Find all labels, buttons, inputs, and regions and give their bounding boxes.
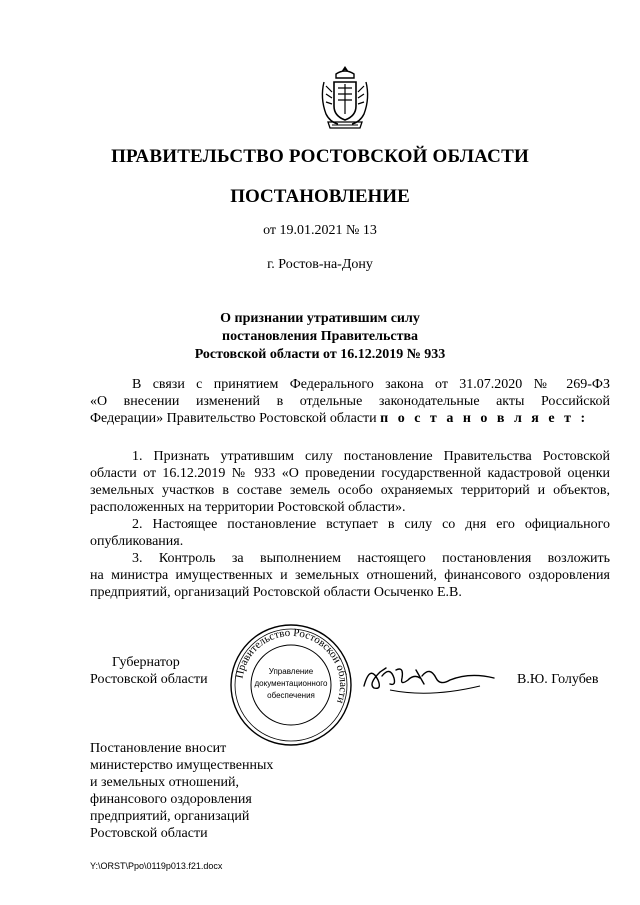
stamp-inner-line: Управление: [268, 667, 314, 676]
governor-title-line: Ростовской области: [90, 672, 208, 687]
item-line: 3. Контроль за выполнением настоящего постановления возложить: [132, 551, 610, 566]
handwritten-signature: [360, 656, 500, 700]
file-path: Y:\ORST\Ppo\0119p013.f21.docx: [90, 861, 223, 871]
note-line: финансового оздоровления: [90, 792, 252, 807]
item-3: [90, 550, 610, 601]
governor-title-line: Губернатор: [112, 655, 180, 670]
item-line: земельных участков в составе земель особо охраняемых территорий и объектов,: [90, 483, 610, 498]
coat-of-arms-icon: [316, 62, 374, 132]
note-line: предприятий, организаций: [90, 809, 250, 824]
item-line: 1. Признать утратившим силу постановление Правительства Ростовской: [132, 449, 610, 464]
stamp-outer-text: Правительство Ростовской области: [233, 626, 350, 705]
item-line: 2. Настоящее постановление вступает в силу со дня его официального: [132, 517, 610, 532]
date-number: от 19.01.2021 № 13: [263, 223, 377, 238]
note-line: Постановление вносит: [90, 741, 227, 756]
item-1: [90, 448, 610, 516]
preamble-line: В связи с принятием Федерального закона от 31.07.2020 № 269-ФЗ: [132, 377, 610, 392]
item-line: предприятий, организаций Ростовской области Осыченко Е.В.: [90, 585, 462, 600]
note-line: и земельных отношений,: [90, 775, 239, 790]
note-line: Ростовской области: [90, 826, 208, 841]
stamp-inner-line: документационного: [254, 679, 328, 688]
subject-line: О признании утратившим силу: [220, 311, 420, 326]
item-line: области от 16.12.2019 № 933 «О проведении государственной кадастровой оценки: [90, 466, 610, 481]
subject-line: постановления Правительства: [222, 329, 418, 344]
organization-title: ПРАВИТЕЛЬСТВО РОСТОВСКОЙ ОБЛАСТИ: [111, 146, 529, 167]
official-stamp: [228, 622, 354, 748]
governor-title: [90, 654, 220, 688]
item-line: опубликования.: [90, 534, 184, 549]
document-subject: [0, 310, 640, 364]
note-line: министерство имущественных: [90, 758, 274, 773]
item-line: расположенных на территории Ростовской области».: [90, 500, 406, 515]
stamp-inner-line: обеспечения: [267, 691, 315, 700]
city: г. Ростов-на-Дону: [267, 257, 373, 272]
preamble: [90, 376, 610, 427]
item-line: на министра имущественных и земельных отношений, финансового оздоровления: [90, 568, 610, 583]
document-type-title: ПОСТАНОВЛЕНИЕ: [230, 186, 410, 207]
item-2: [90, 516, 610, 550]
preamble-line: Федерации» Правительство Ростовской области: [90, 411, 377, 426]
subject-line: Ростовской области от 16.12.2019 № 933: [194, 347, 446, 362]
decree-word: п о с т а н о в л я е т :: [380, 411, 589, 426]
submitter-note: [90, 740, 310, 842]
governor-name: В.Ю. Голубев: [517, 672, 599, 687]
preamble-line: «О внесении изменений в отдельные законодательные акты Российской: [90, 394, 610, 409]
